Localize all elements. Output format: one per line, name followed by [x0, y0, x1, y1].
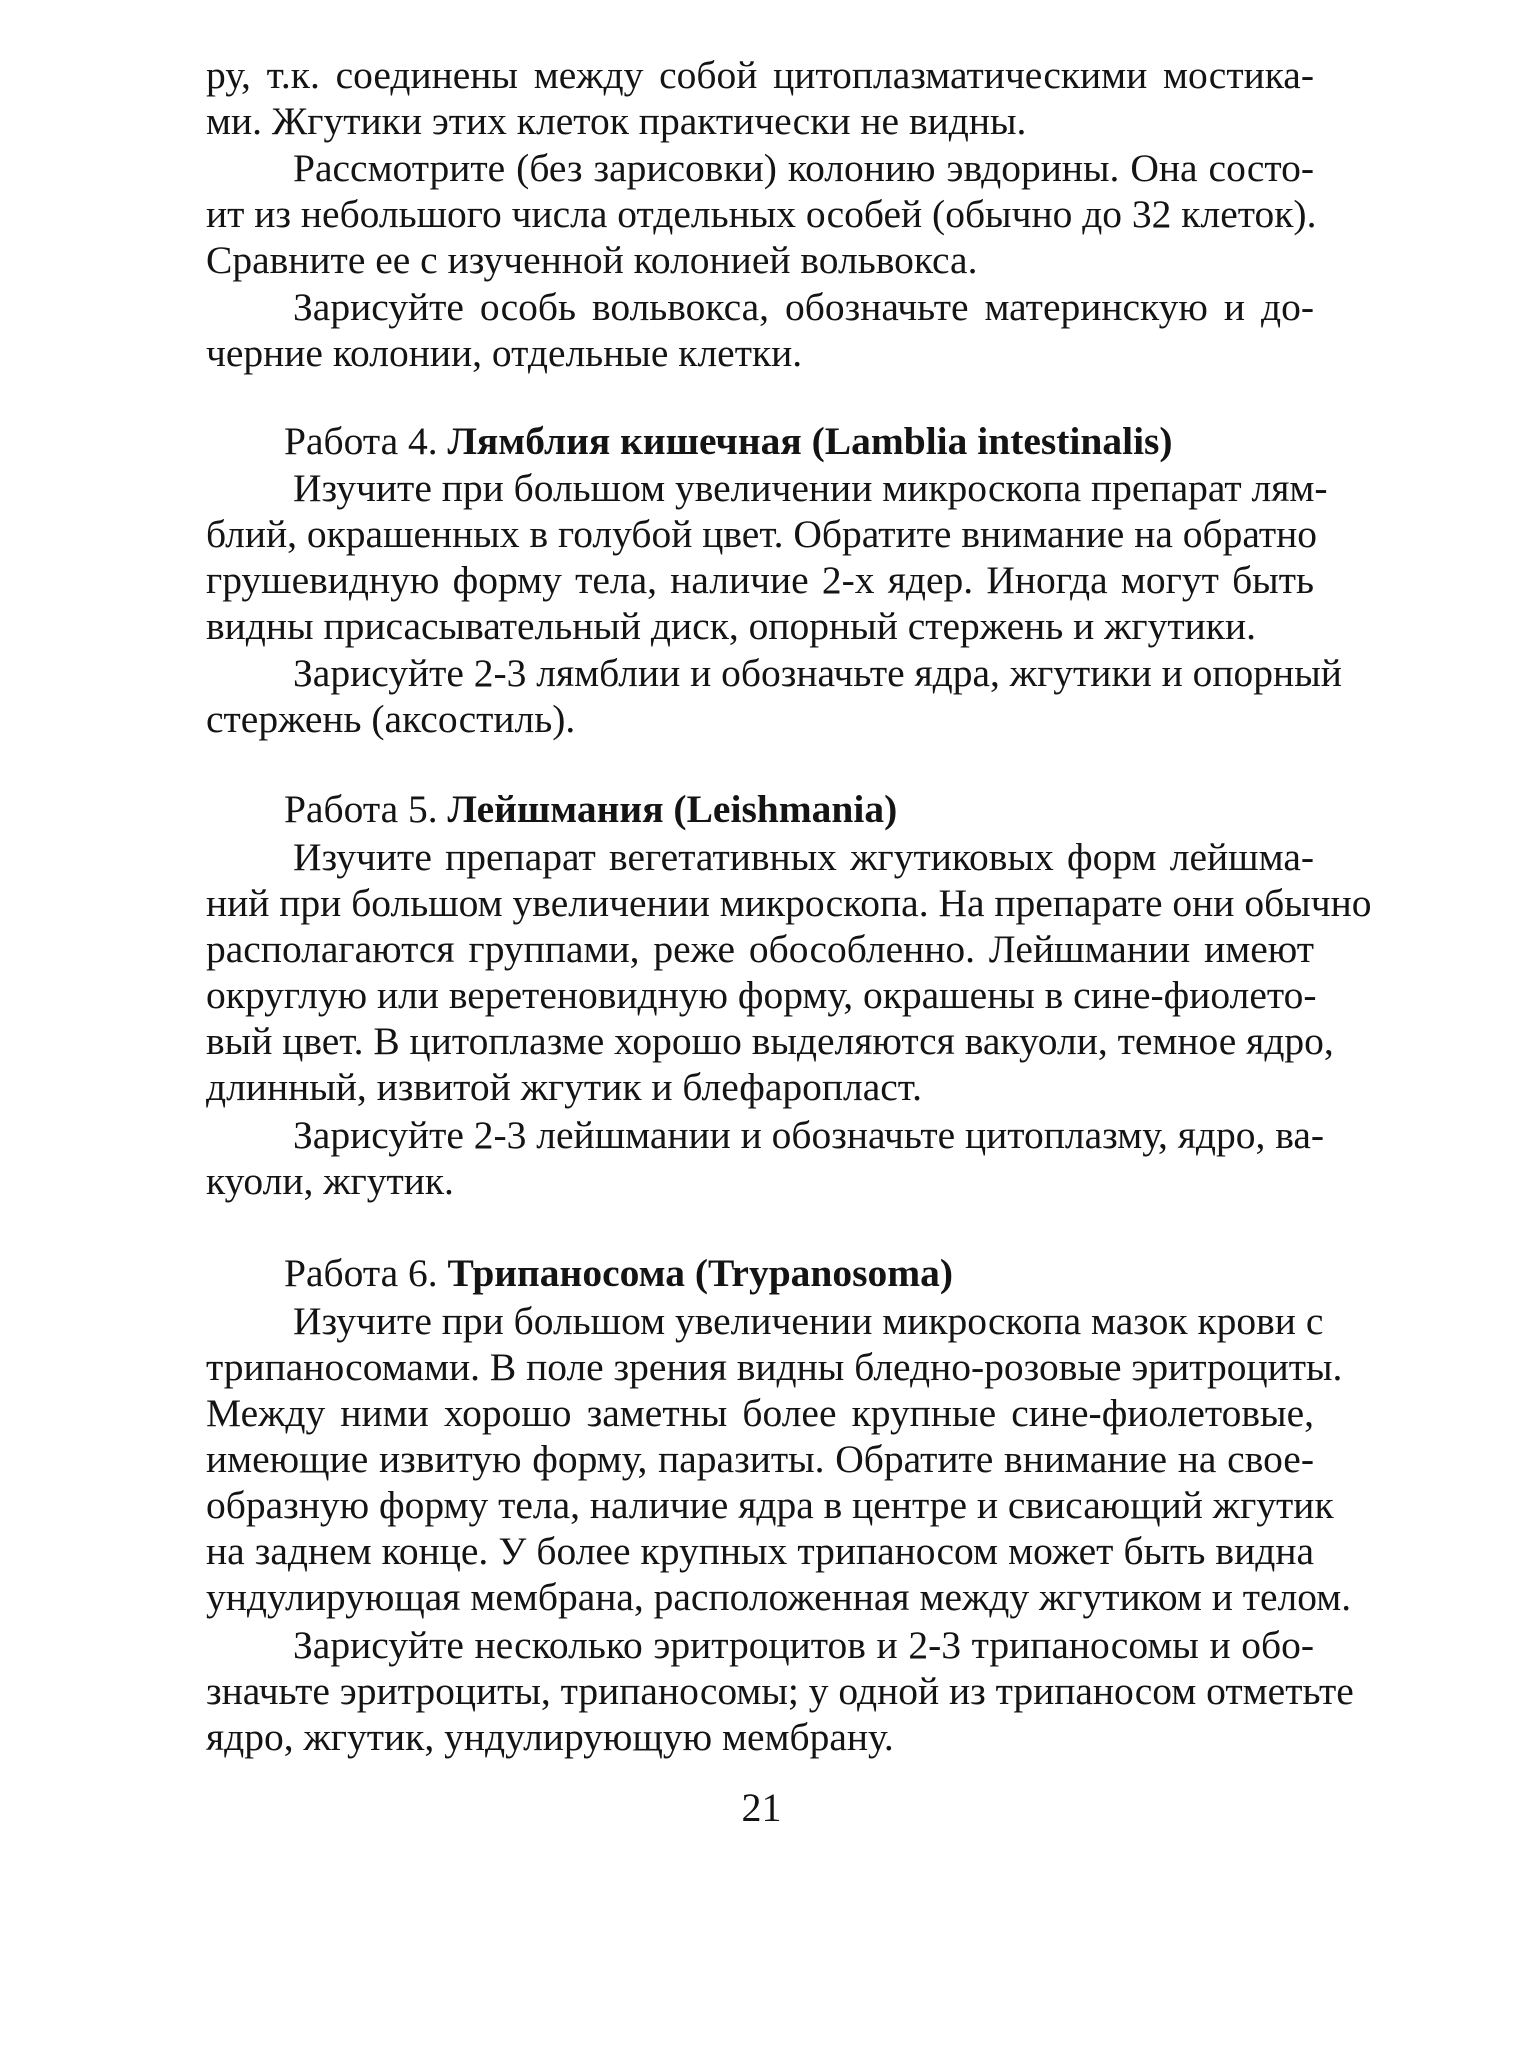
text-line: Сравните ее с изученной колонией вольвокса. [206, 238, 978, 282]
paragraph [206, 1298, 1352, 1620]
text-line: Рассмотрите (без зарисовки) колонию эвдорины. Она состо- [293, 146, 1314, 190]
text-line: располагаются группами, реже обособленно. Лейшмании имеют [206, 927, 1314, 971]
paragraph [206, 650, 1342, 742]
heading-prefix: Работа 5. [284, 787, 448, 831]
work-heading [206, 418, 1314, 464]
paragraph [206, 145, 1317, 283]
page-number: 21 [741, 1785, 782, 1830]
paragraph [206, 52, 1314, 144]
text-line: блий, окрашенных в голубой цвет. Обратите внимание на обратно [206, 512, 1317, 556]
work-heading [206, 1250, 1314, 1296]
paragraph [206, 284, 1314, 376]
paragraph [206, 1112, 1325, 1204]
text-line: ундулирующая мембрана, расположенная между жгутиком и телом. [206, 1575, 1352, 1619]
text-line: ми. Жгутики этих клеток практически не видны. [206, 99, 1027, 143]
text-line: ит из небольшого числа отдельных особей (обычно до 32 клеток). [206, 192, 1317, 236]
text-line: вый цвет. В цитоплазме хорошо выделяются вакуоли, темное ядро, [206, 1019, 1334, 1063]
text-line: округлую или веретеновидную форму, окрашены в сине-фиолето- [206, 973, 1317, 1017]
text-line: Изучите при большом увеличении микроскопа препарат лям- [293, 466, 1328, 510]
text-line: Изучите препарат вегетативных жгутиковых форм лейшма- [293, 835, 1314, 879]
section-heading [206, 418, 1314, 464]
section-heading [206, 786, 1314, 832]
heading-prefix: Работа 4. [284, 419, 448, 463]
text-line: черние колонии, отдельные клетки. [206, 331, 803, 375]
text-line: Зарисуйте 2-3 лямблии и обозначьте ядра, жгутики и опорный [293, 651, 1342, 695]
paragraph [206, 834, 1372, 1110]
heading-title: Лямблия кишечная (Lamblia intestinalis) [447, 419, 1173, 463]
text-line: имеющие извитую форму, паразиты. Обратите внимание на свое- [206, 1437, 1314, 1481]
text-line: ру, т.к. соединены между собой цитоплазматическими мостика- [206, 53, 1314, 97]
text-line: видны присасывательный диск, опорный стержень и жгутики. [206, 604, 1256, 648]
text-line: куоли, жгутик. [206, 1159, 454, 1203]
text-line: грушевидную форму тела, наличие 2-х ядер. Иногда могут быть [206, 558, 1314, 602]
paragraph [206, 1622, 1354, 1760]
text-line: значьте эритроциты, трипаносомы; у одной из трипаносом отметьте [206, 1669, 1354, 1713]
text-line: трипаносомами. В поле зрения видны бледно-розовые эритроциты. [206, 1345, 1343, 1389]
text-line: Зарисуйте особь вольвокса, обозначьте материнскую и до- [293, 285, 1314, 329]
heading-title: Лейшмания (Leishmania) [447, 787, 898, 831]
text-line: длинный, извитой жгутик и блефаропласт. [206, 1065, 922, 1109]
text-line: стержень (аксостиль). [206, 697, 576, 741]
work-heading [206, 786, 1314, 832]
heading-title: Трипаносома (Trypanosoma) [447, 1251, 954, 1295]
text-line: на заднем конце. У более крупных трипаносом может быть видна [206, 1529, 1314, 1573]
text-line: ядро, жгутик, ундулирующую мембрану. [206, 1715, 894, 1759]
text-line: Зарисуйте несколько эритроцитов и 2-3 трипаносомы и обо- [293, 1623, 1314, 1667]
section-heading [206, 1250, 1314, 1296]
paragraph [206, 465, 1328, 649]
heading-prefix: Работа 6. [284, 1251, 448, 1295]
text-line: ний при большом увеличении микроскопа. На препарате они обычно [206, 881, 1372, 925]
text-line: образную форму тела, наличие ядра в центре и свисающий жгутик [206, 1483, 1334, 1527]
text-line: Между ними хорошо заметны более крупные сине-фиолетовые, [206, 1391, 1314, 1435]
text-line: Изучите при большом увеличении микроскопа мазок крови с [293, 1299, 1324, 1343]
text-line: Зарисуйте 2-3 лейшмании и обозначьте цитоплазму, ядро, ва- [293, 1113, 1325, 1157]
